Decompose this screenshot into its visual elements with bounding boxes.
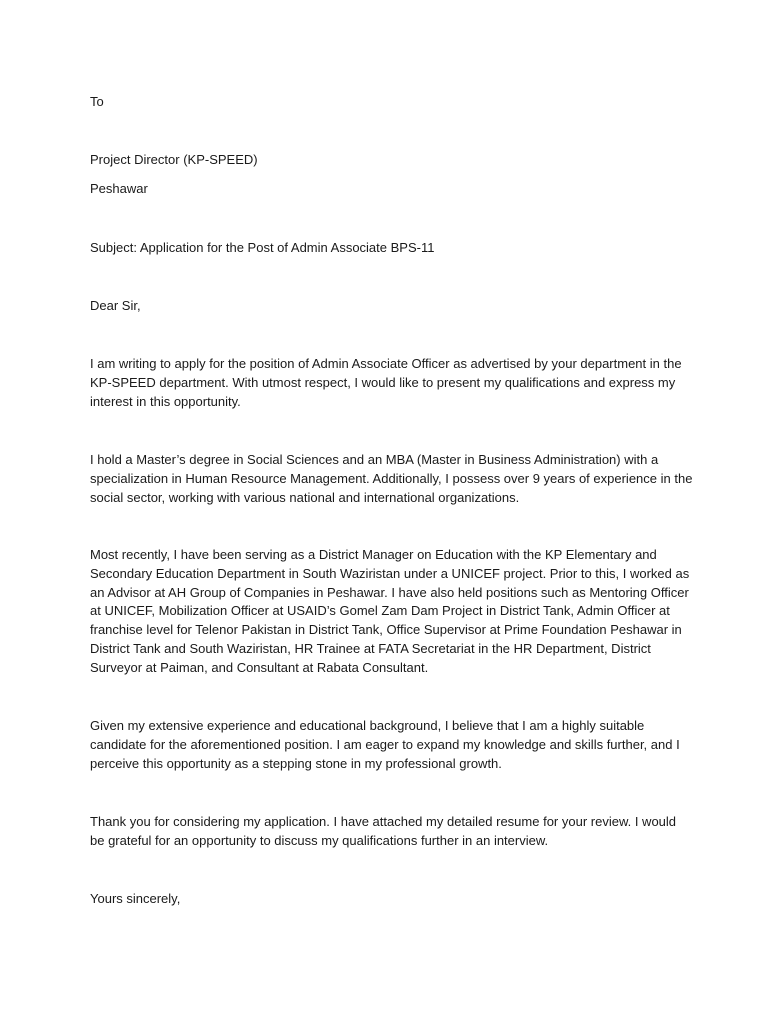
paragraph-line: specialization in Human Resource Management. Additionally, I possess over 9 years of experience in the bbox=[90, 470, 693, 486]
paragraph-intro bbox=[90, 355, 682, 411]
subject-line: Subject: Application for the Post of Admin Associate BPS-11 bbox=[90, 240, 435, 255]
paragraph-line: an Advisor at AH Group of Companies in Peshawar. I have also held positions such as Mentoring Officer bbox=[90, 584, 689, 600]
recipient-city: Peshawar bbox=[90, 181, 148, 196]
paragraph-experience bbox=[90, 546, 690, 678]
paragraph-line: I am writing to apply for the position of Admin Associate Officer as advertised by your department in the bbox=[90, 356, 682, 371]
paragraph-line: at UNICEF, Mobilization Officer at USAID’s Gomel Zam Dam Project in District Tank, Admin Officer at bbox=[90, 603, 670, 619]
paragraph-line: franchise level for Telenor Pakistan in District Tank, Office Supervisor at Prime Foundation Peshawar in bbox=[90, 622, 682, 638]
paragraph-line: Given my extensive experience and educational background, I believe that I am a highly suitable bbox=[90, 718, 645, 733]
paragraph-education bbox=[90, 451, 693, 507]
greeting: Dear Sir, bbox=[90, 298, 141, 313]
paragraph-line: Thank you for considering my application. I have attached my detailed resume for your review. I would bbox=[90, 814, 677, 829]
paragraph-line: I hold a Master’s degree in Social Sciences and an MBA (Master in Business Administration) with a bbox=[90, 452, 659, 467]
paragraph-line: District Tank and South Waziristan, HR Trainee at FATA Secretariat in the HR Department, District bbox=[90, 640, 651, 656]
salutation-to: To bbox=[90, 94, 104, 109]
recipient-title: Project Director (KP-SPEED) bbox=[90, 152, 258, 167]
paragraph-line: be grateful for an opportunity to discuss my qualifications further in an interview. bbox=[90, 832, 549, 848]
paragraph-line: KP-SPEED department. With utmost respect, I would like to present my qualifications and express my bbox=[90, 374, 676, 390]
paragraph-line: social sector, working with various national and international organizations. bbox=[90, 489, 520, 505]
paragraph-line: Surveyor at Paiman, and Consultant at Rabata Consultant. bbox=[90, 659, 429, 675]
paragraph-line: Most recently, I have been serving as a District Manager on Education with the KP Elementary and bbox=[90, 547, 657, 562]
paragraph-line: Secondary Education Department in South Waziristan under a UNICEF project. Prior to this, I worked as bbox=[90, 565, 690, 581]
closing: Yours sincerely, bbox=[90, 891, 181, 906]
paragraph-suitability bbox=[90, 717, 682, 773]
paragraph-line: interest in this opportunity. bbox=[90, 393, 241, 409]
paragraph-thanks bbox=[90, 813, 682, 851]
paragraph-line: candidate for the aforementioned position. I am eager to expand my knowledge and skills further, and I bbox=[90, 736, 680, 752]
paragraph-line: perceive this opportunity as a stepping stone in my professional growth. bbox=[90, 755, 502, 771]
